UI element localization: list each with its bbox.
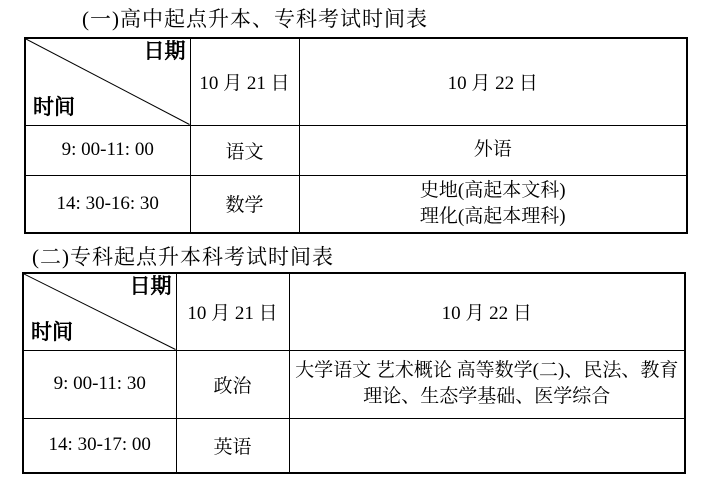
table1-row-morning (25, 125, 687, 175)
day1-subject: 语文 (190, 125, 299, 175)
table2-date-col-oct21: 10 月 21 日 (176, 273, 289, 350)
day2-subjects (289, 350, 685, 418)
day2-subject-line: 外语 (473, 139, 512, 160)
table1-date-col-oct21: 10 月 21 日 (190, 38, 299, 125)
corner-time-label: 时间 (31, 320, 73, 344)
corner-date-label: 日期 (129, 275, 172, 298)
table2-title: (二)专科起点升本科考试时间表 (32, 245, 334, 269)
day1-subject: 数学 (190, 175, 299, 233)
time-slot: 14: 30-16: 30 (25, 175, 190, 233)
table2-corner-cell (23, 273, 176, 350)
time-slot: 9: 00-11: 30 (23, 350, 176, 418)
day2-subject-line: 史地(高起本文科) (419, 179, 566, 201)
table2-date-col-oct22: 10 月 22 日 (289, 273, 685, 350)
time-slot: 14: 30-17: 00 (23, 418, 176, 473)
day1-subject: 英语 (176, 418, 289, 473)
table2-college-start-schedule (22, 272, 686, 474)
corner-time-label: 时间 (33, 95, 75, 119)
table1-date-col-oct22: 10 月 22 日 (299, 38, 687, 125)
table1-row-afternoon (25, 175, 687, 233)
table1-title: (一)高中起点升本、专科考试时间表 (82, 7, 428, 31)
day1-subject: 政治 (176, 350, 289, 418)
table1-hs-start-schedule (24, 37, 688, 234)
day2-subjects-empty (289, 418, 685, 473)
day2-subjects (299, 125, 687, 175)
table2-row-morning (23, 350, 685, 418)
corner-date-label: 日期 (143, 40, 186, 63)
time-slot: 9: 00-11: 00 (25, 125, 190, 175)
table1-corner-cell (25, 38, 190, 125)
table2-header-row (23, 273, 685, 350)
day2-subjects (299, 175, 687, 233)
table2-row-afternoon (23, 418, 685, 473)
day2-subject-line: 理化(高起本理科) (419, 205, 566, 227)
day2-subject-line: 大学语文 艺术概论 高等数学(二)、民法、教育理论、生态学基础、医学综合 (295, 360, 679, 407)
table1-header-row (25, 38, 687, 125)
